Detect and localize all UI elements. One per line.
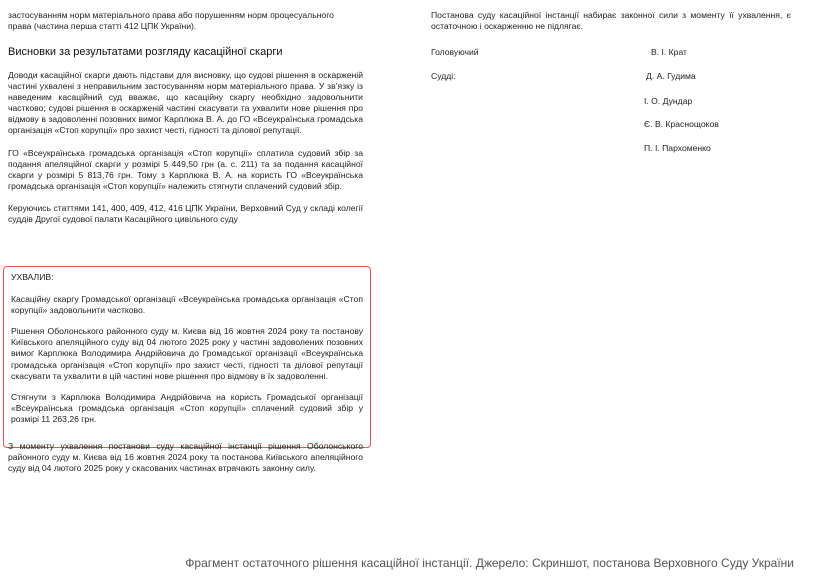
presiding-label: Головуючий [431, 47, 479, 57]
judge-name: Д. А. Гудима [646, 71, 696, 81]
intro-paragraph: застосуванням норм матеріального права або порушенням норм процесуального права (частина перша статті 412 ЦПК України). [8, 10, 334, 32]
ruling-title: УХВАЛИВ: [11, 272, 54, 282]
judge-name: П. І. Пархоменко [644, 143, 711, 153]
judge-name: Є. В. Краснощоков [644, 119, 719, 129]
guided-by-paragraph: Керуючись статтями 141, 400, 409, 412, 416 ЦПК України, Верховний Суд у складі колегії суддів Другої судової палати Касаційного цивільного суду [8, 202, 363, 225]
court-fee-paragraph: ГО «Всеукраїнська громадська організація «Стоп корупції» сплатила судовий збір за подання апеляційної скарги у розмірі 5 449,50 грн (а. с. 211) та за подання касаційної скарги у розмірі 5 813,76 грн. Тому з Карплюка В. А. на користь ГО «Всеукраїнська громадська організація «Стоп корупції» належить стягнути сплачений судовий збір. [8, 147, 363, 191]
judge-name: І. О. Дундар [644, 96, 693, 106]
judges-label: Судді: [431, 71, 456, 81]
image-caption: Фрагмент остаточного рішення касаційної інстанції. Джерело: Скриншот, постанова Верховного Суду України [185, 556, 794, 570]
decision-right-column [431, 10, 791, 32]
conclusions-heading: Висновки за результатами розгляду касаційної скарги [8, 46, 283, 58]
final-paragraph: З моменту ухвалення постанови суду касаційної інстанції рішення Оболонського районного суду м. Києва від 16 жовтня 2024 року та постанова Київського апеляційного суду від 04 лютого 2025 року у скасованих частинах втрачають законну силу. [8, 441, 363, 474]
ruling-item-fee: Стягнути з Карплюка Володимира Андрійовича на користь Громадської організації «Всеукраїнська громадська організація «Стоп корупції» сплачений судовий збір у розмірі 11 263,26 грн. [11, 391, 363, 424]
ruling-item-appeal: Касаційну скаргу Громадської організації «Всеукраїнська громадська організація «Стоп корупції» задовольнити частково. [11, 294, 363, 316]
conclusions-paragraph: Доводи касаційної скарги дають підстави для висновку, що судові рішення в оскарженій частині ухвалені з неправильним застосуванням норм матеріального права. У зв’язку із наведеним касаційний суд вважає, що касаційну скаргу необхідно задовольнити частково; судові рішення в оскарженій частині скасувати та ухвалити нове рішення про відмову в задоволенні позовних вимог Карплюка В. А. до ГО «Всеукраїнська громадська організація «Стоп корупції» про захист честі, гідності та ділової репутації. [8, 70, 363, 136]
ruling-highlight-box [3, 266, 371, 448]
decision-left-column [8, 10, 363, 474]
ruling-item-annul: Рішення Оболонського районного суду м. Києва від 16 жовтня 2024 року та постанову Київського апеляційного суду від 04 лютого 2025 року у частині задоволених позовних вимог Карплюка Володимира Андрійовича до Громадської організації «Всеукраїнська громадська організація «Стоп корупції» про захист честі, гідності та ділової репутації скасувати та ухвалити в цій частині нове рішення про відмову в їх задоволенні. [11, 326, 363, 381]
presiding-judge-name: В. І. Крат [651, 47, 687, 57]
legal-effect-paragraph: Постанова суду касаційної інстанції набирає законної сили з моменту її ухвалення, є остаточною і оскарженню не підлягає. [431, 10, 791, 32]
